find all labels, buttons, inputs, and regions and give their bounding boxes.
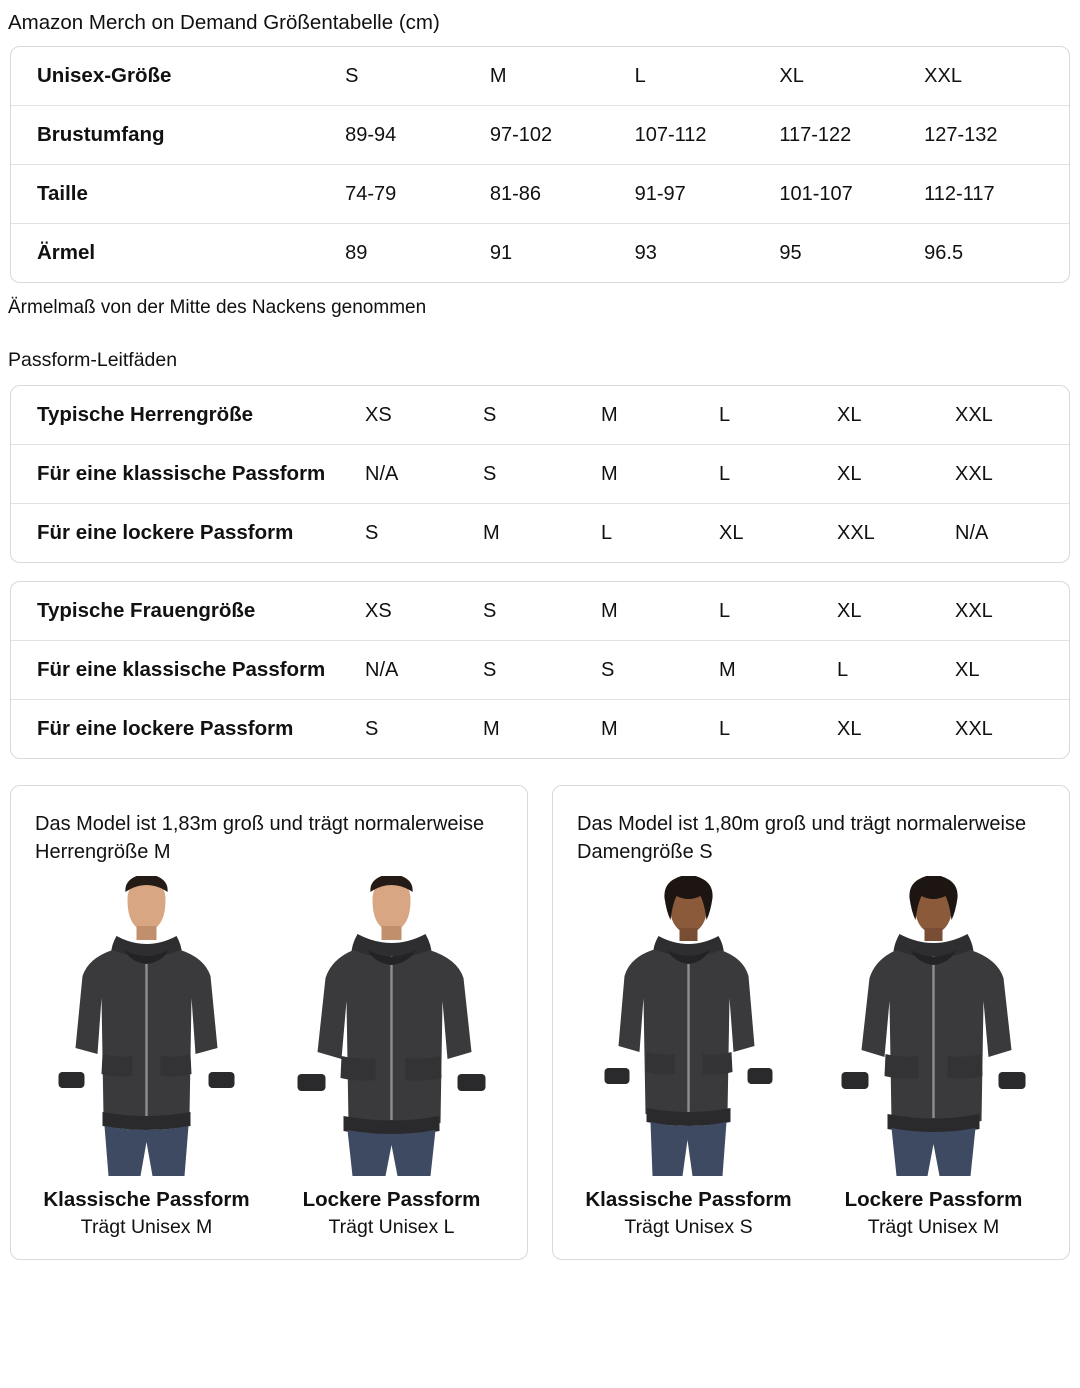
cell: M [719,641,837,700]
table-row [11,445,1070,504]
male-hoodie-relaxed-icon [278,876,505,1176]
figure-female-classic [575,876,802,1241]
cell: 96.5 [924,224,1069,283]
cell: XS [365,404,392,426]
cell: 74-79 [345,165,490,224]
table-row [11,386,1070,445]
cell: M [601,700,719,759]
row-header: Typische Frauengröße [37,599,256,622]
fit-name: Klassische Passform [43,1188,250,1211]
cell: XL [837,404,862,426]
fit-guide-women-card [10,581,1070,759]
cell: 97-102 [490,106,635,165]
cell: 112-117 [924,165,1069,224]
cell: 81-86 [490,165,635,224]
sleeve-measurement-note: Ärmelmaß von der Mitte des Nackens genommen [8,297,427,318]
fit-name: Lockere Passform [302,1188,481,1211]
cell: 91 [490,224,635,283]
fit-name: Klassische Passform [585,1188,792,1211]
cell: S [365,504,483,563]
cell: N/A [955,504,1070,563]
table-row [11,224,1069,283]
cell: XXL [955,445,1070,504]
male-hoodie-classic-icon [33,876,260,1176]
column-header: M [489,65,507,87]
table-row [11,47,1069,106]
column-header: XXL [924,65,962,87]
cell: 95 [779,224,924,283]
cell: S [483,641,601,700]
model-caption: Das Model ist 1,83m groß und trägt normalerweise Herrengröße M [35,813,485,863]
cell: S [483,404,497,426]
cell: 89 [345,224,490,283]
cell: XL [837,700,955,759]
figure-pair [33,876,505,1241]
table-row [11,165,1069,224]
figure-pair [575,876,1047,1241]
cell: XL [837,445,955,504]
cell: 117-122 [779,106,924,165]
row-header: Für eine lockere Passform [11,700,365,759]
fit-name: Lockere Passform [844,1188,1023,1211]
cell: S [365,700,483,759]
cell: 91-97 [635,165,780,224]
cell: 107-112 [635,106,780,165]
column-header: L [634,65,646,87]
model-card-female [552,785,1070,1260]
figure-female-relaxed [820,876,1047,1241]
table-row [11,641,1070,700]
fit-wears: Trägt Unisex L [328,1216,455,1238]
cell: 89-94 [345,106,490,165]
table-row [11,106,1069,165]
fit-wears: Trägt Unisex S [624,1216,753,1238]
table-row [11,582,1070,641]
row-header: Für eine klassische Passform [11,641,365,700]
row-header: Für eine klassische Passform [11,445,365,504]
cell: L [601,504,719,563]
cell: 101-107 [779,165,924,224]
cell: 127-132 [924,106,1069,165]
cell: XXL [955,700,1070,759]
cell: 93 [635,224,780,283]
cell: M [601,600,618,622]
cell: N/A [365,445,483,504]
row-header: Für eine lockere Passform [11,504,365,563]
cell: S [601,641,719,700]
cell: XS [365,600,392,622]
cell: XL [955,641,1070,700]
model-caption: Das Model ist 1,80m groß und trägt normalerweise Damengröße S [577,813,1027,863]
cell: XL [837,600,862,622]
cell: S [483,445,601,504]
cell: S [483,600,497,622]
fit-guide-men-card [10,385,1070,563]
female-hoodie-relaxed-icon [820,876,1047,1176]
table-row [11,504,1070,563]
model-card-male [10,785,528,1260]
fit-guide-women-table [11,582,1070,758]
cell: L [719,600,731,622]
column-header: XL [779,65,804,87]
fit-guide-men-table [11,386,1070,562]
cell: N/A [365,641,483,700]
cell: M [601,445,719,504]
row-header: Ärmel [11,224,345,283]
cell: XXL [955,600,993,622]
cell: L [719,445,837,504]
row-header: Taille [11,165,345,224]
size-chart-table [11,47,1069,282]
model-cards [10,785,1070,1260]
row-header: Typische Herrengröße [37,403,254,426]
page-title: Amazon Merch on Demand Größentabelle (cm) [8,11,440,34]
cell: M [483,504,601,563]
cell: L [719,404,731,426]
figure-male-relaxed [278,876,505,1241]
column-header: Unisex-Größe [37,64,172,87]
cell: XXL [837,504,955,563]
size-chart-card [10,46,1070,283]
cell: M [483,700,601,759]
figure-male-classic [33,876,260,1241]
row-header: Brustumfang [11,106,345,165]
cell: XL [719,504,837,563]
column-header: S [345,65,359,87]
table-row [11,700,1070,759]
cell: L [719,700,837,759]
cell: M [601,404,618,426]
female-hoodie-classic-icon [575,876,802,1176]
cell: L [837,641,955,700]
fit-wears: Trägt Unisex M [80,1216,213,1238]
cell: XXL [955,404,993,426]
fit-wears: Trägt Unisex M [867,1216,1000,1238]
fit-guides-heading: Passform-Leitfäden [8,349,178,371]
